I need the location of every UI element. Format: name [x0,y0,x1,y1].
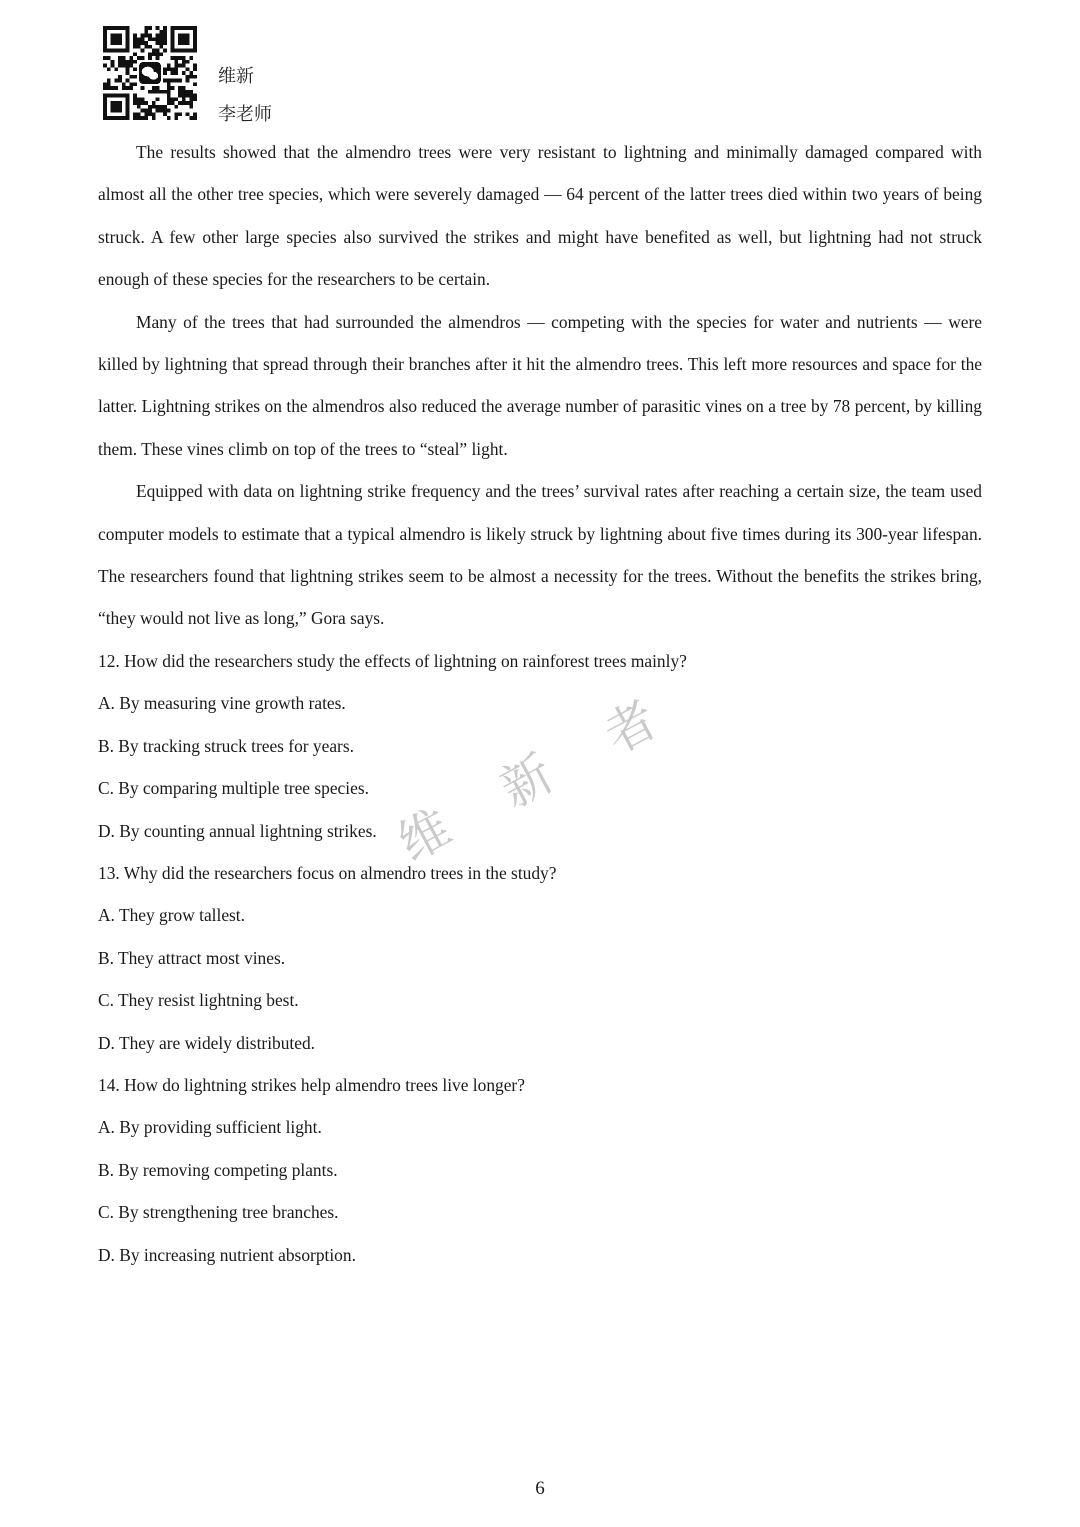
option-a: A. By measuring vine growth rates. [98,693,346,714]
qr-code-icon [103,26,197,120]
option-b: B. By tracking struck trees for years. [98,735,354,756]
option-d: D. By increasing nutrient absorption. [98,1244,356,1265]
question-stem: 14. How do lightning strikes help almendro trees live longer? [98,1074,525,1095]
watermark-char-1: 维 [389,798,461,873]
option-d: D. They are widely distributed. [98,1032,316,1053]
option-c: C. By strengthening tree branches. [98,1202,339,1223]
option-d: D. By counting annual lightning strikes. [98,820,377,841]
watermark-char-3: 者 [595,690,667,765]
option-a: A. By providing sufficient light. [98,1117,322,1138]
option-b: B. They attract most vines. [98,947,286,968]
exam-page-content [98,131,982,1276]
qr-label-teacher: 李老师 [218,104,272,125]
option-b: B. By removing competing plants. [98,1159,338,1180]
passage-paragraph-2: Many of the trees that had surrounded the almendros — competing with the species for water and nutrients — were killed by lightning that spread through their branches after it hit the almendro trees. This left more resources and space for the latter. Lightning strikes on the almendros also reduced the average number of parasitic vines on a tree by 78 percent, by killing them. These vines climb on top of the trees to “steal” light. [98,311,982,459]
question-stem: 13. Why did the researchers focus on almendro trees in the study? [98,862,557,883]
page-number: 6 [535,1478,545,1499]
question-13 [98,852,982,1064]
watermark-char-2: 新 [491,744,563,819]
qr-caption [218,58,272,134]
qr-label-brand: 维新 [218,66,254,87]
option-c: C. They resist lightning best. [98,990,299,1011]
passage-paragraph-3: Equipped with data on lightning strike frequency and the trees’ survival rates after reaching a certain size, the team used computer models to estimate that a typical almendro is likely struck by lightning about five times during its 300-year lifespan. The researchers found that lightning strikes seem to be almost a necessity for the trees. Without the benefits the strikes bring, “they would not live as long,” Gora says. [98,481,982,629]
question-14 [98,1064,982,1276]
option-c: C. By comparing multiple tree species. [98,778,369,799]
question-stem: 12. How did the researchers study the effects of lightning on rainforest trees mainly? [98,650,687,671]
passage-paragraph-1: The results showed that the almendro trees were very resistant to lightning and minimally damaged compared with almost all the other tree species, which were severely damaged — 64 percent of the latter trees died within two years of being struck. A few other large species also survived the strikes and might have benefited as well, but lightning had not struck enough of these species for the researchers to be certain. [98,142,982,290]
question-12 [98,640,982,852]
option-a: A. They grow tallest. [98,905,245,926]
